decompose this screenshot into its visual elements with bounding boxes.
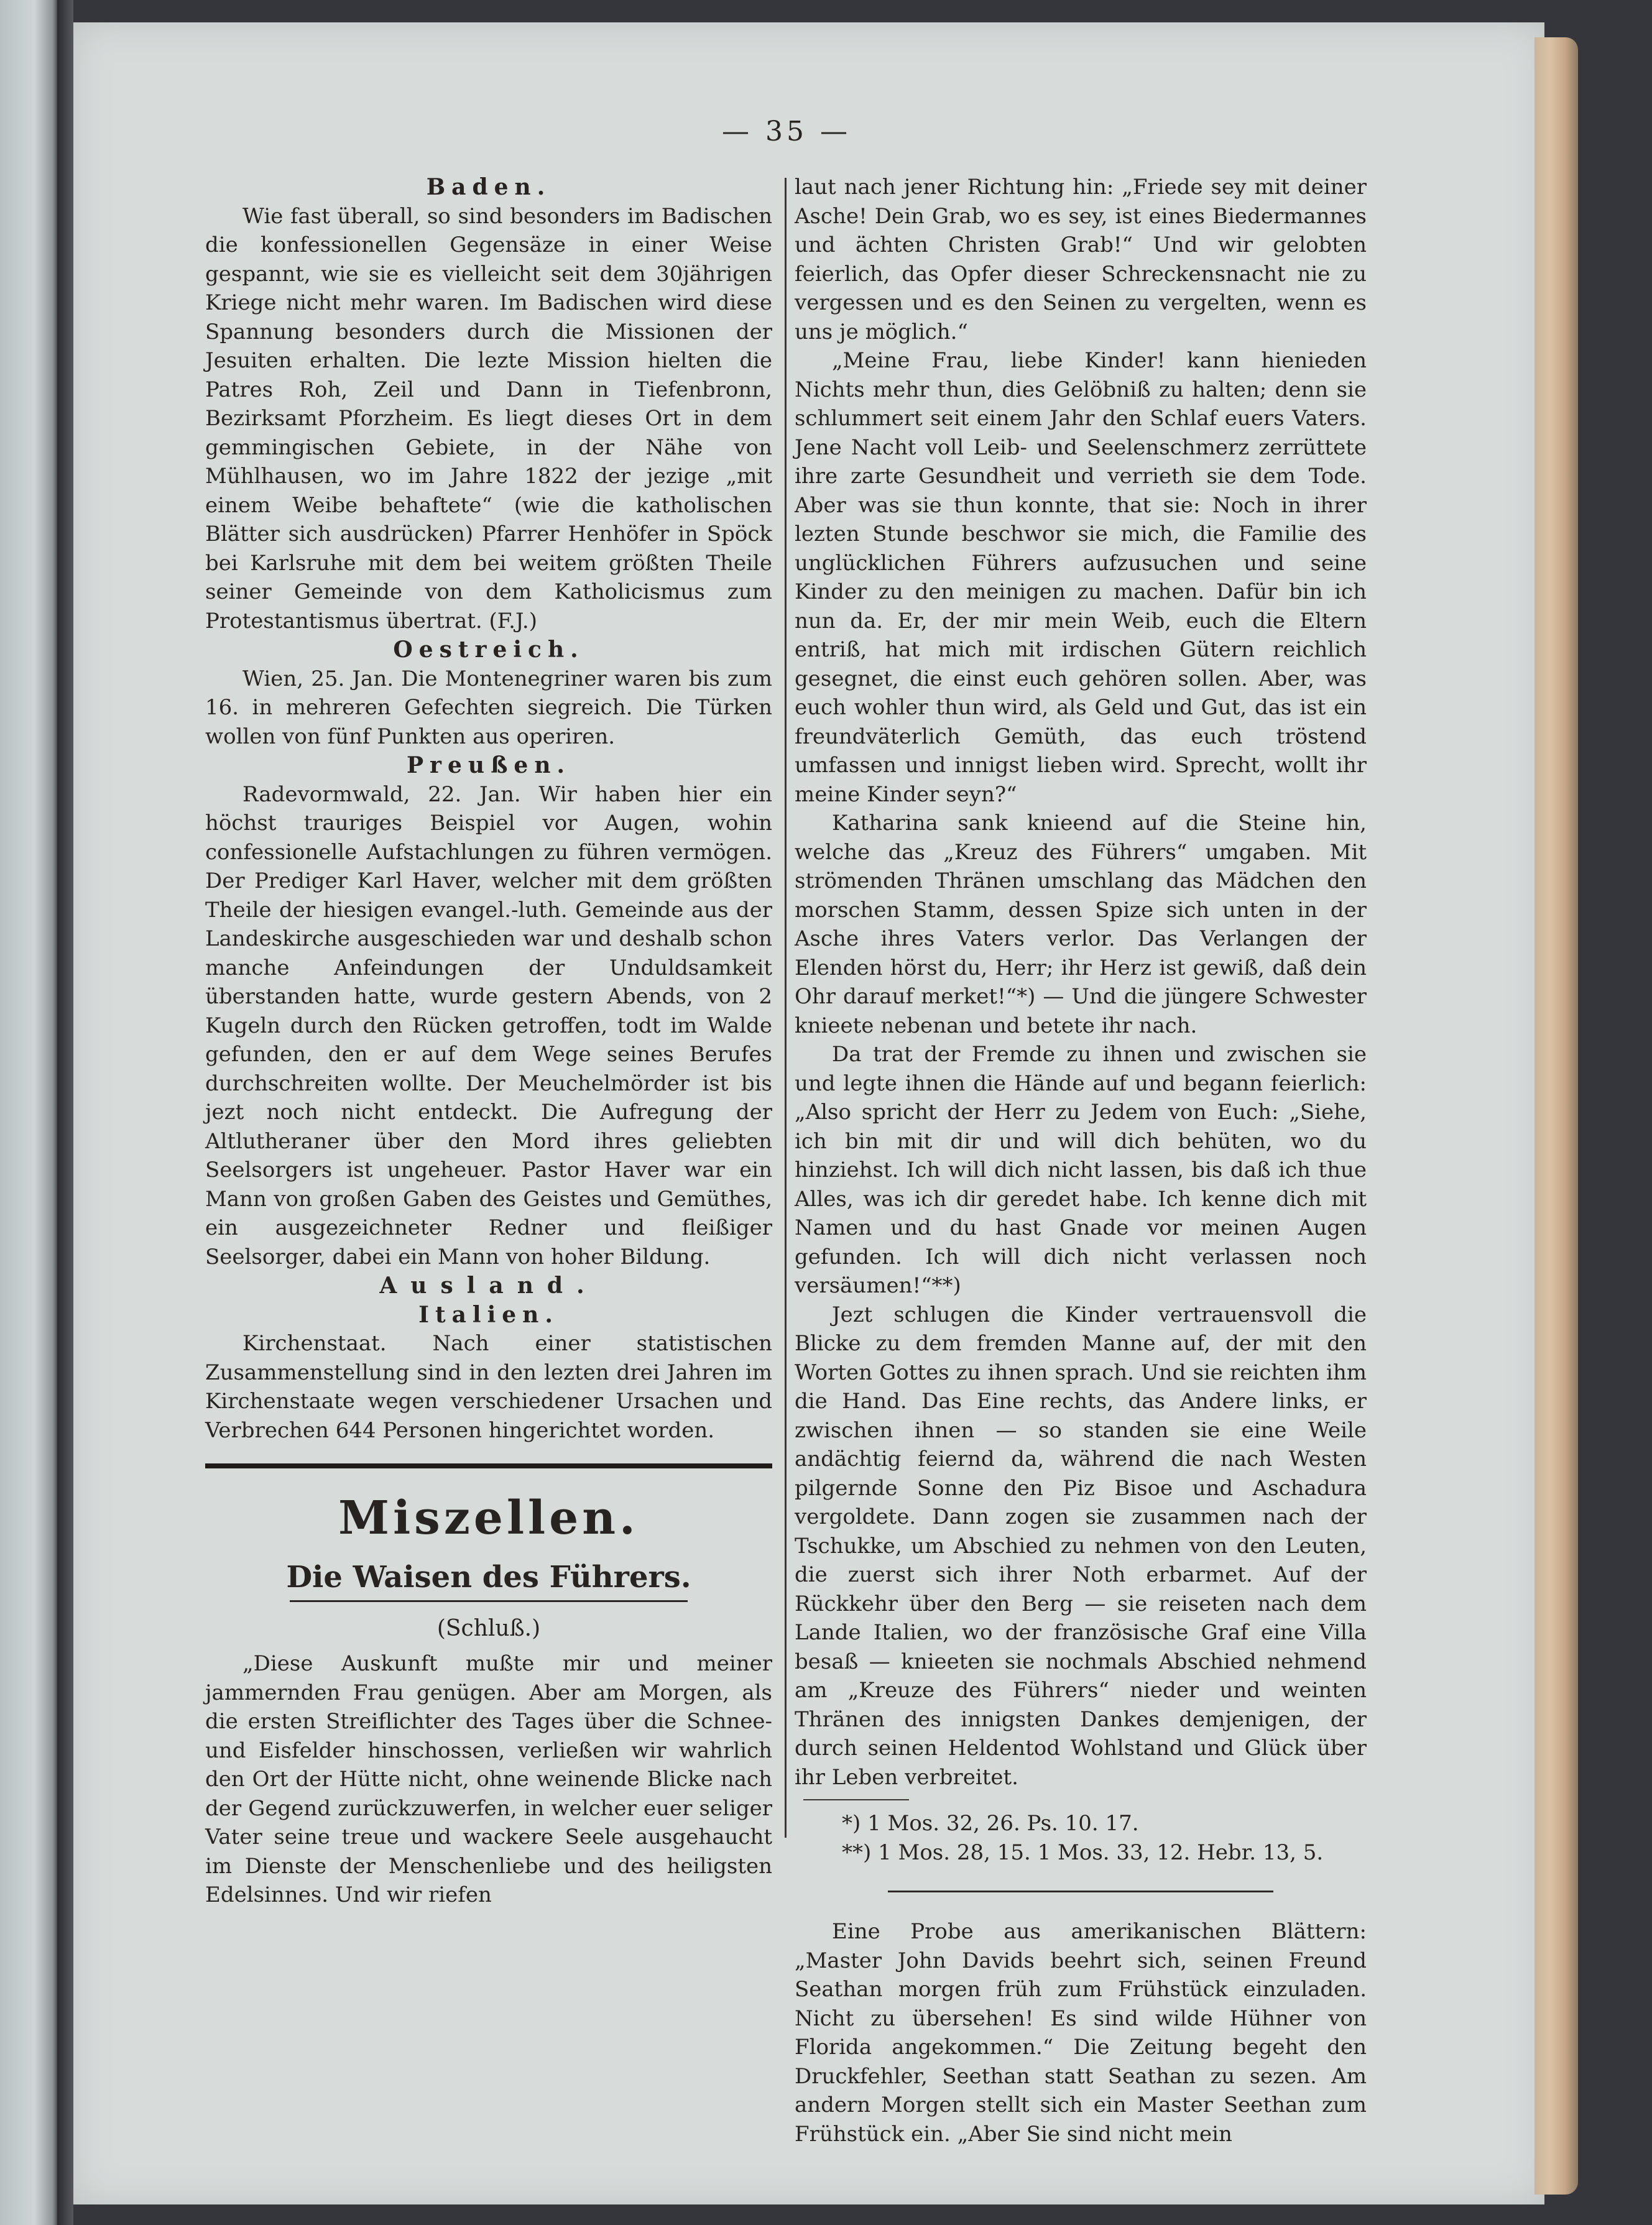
- article-baden: Wie fast überall, so sind besonders im Badischen die konfessionellen Gegensäze in einer Weise gespannt, wie sie es vielleicht seit dem 30jährigen Kriege nicht mehr waren. Im Badischen wird diese Spannung besonders durch die Missionen der Jesuiten erhalten. Die lezte Mission hielten die Patres Roh, Zeil und Dann in Tiefenbronn, Bezirksamt Pforzheim. Es liegt dieses Ort in dem gemmingischen Gebiete, in der Nähe von Mühlhausen, wo im Jahre 1822 der jezige „mit einem Weibe behaftete“ (wie die katholischen Blätter sich ausdrücken) Pfarrer Henhöfer in Spöck bei Karlsruhe mit dem bei weitem größten Theile seiner Gemeinde von dem Katholicismus zum Protestantismus übertrat. (F.J.): [205, 203, 772, 633]
- story-title-underline: [290, 1600, 688, 1602]
- section-rule: [205, 1463, 772, 1468]
- story-subtitle: (Schluß.): [436, 1616, 541, 1641]
- anecdote-paragraph: Eine Probe aus amerikanischen Blättern: „Master John Davids beehrt sich, seinen Freund Seathan morgen früh zum Frühstück einzuladen. Nicht zu übersehen! Es sind wilde Hühner von Florida angekommen.“ Die Zeitung begeht den Druckfehler, Seethan statt Seathan zu sezen. Am andern Morgen stellt sich ein Master Seethan zum Frühstück ein. „Aber Sie sind nicht mein: [795, 1919, 1367, 2147]
- story-paragraph: „Diese Auskunft mußte mir und meiner jammernden Frau genügen. Aber am Morgen, als die ersten Streiflichter des Tages über die Schnee- und Eisfelder hinschossen, verließen wir wahrlich den Ort der Hütte nicht, ohne weinende Blicke nach der Gegend zurückzuwerfen, in welcher euer seliger Vater seine treue und wackere Seele ausgehaucht im Dienste der Menschenliebe und des heiligsten Edelsinnes. Und wir riefen: [205, 1651, 772, 1907]
- section-heading-preussen: Preußen.: [406, 752, 571, 778]
- footnote: **) 1 Mos. 28, 15. 1 Mos. 33, 12. Hebr. 13, 5.: [842, 1840, 1324, 1865]
- story-paragraph: laut nach jener Richtung hin: „Friede sey mit deiner Asche! Dein Grab, wo es sey, ist eines Biedermannes und ächten Christen Grab!“ Und wir gelobten feierlich, das Opfer dieser Schreckensnacht nie zu vergessen und es den Seinen zu vergelten, wenn es uns je möglich.“: [795, 175, 1367, 344]
- page-edge-stack: [1534, 37, 1578, 2195]
- article-radevormwald: Radevormwald, 22. Jan. Wir haben hier ein höchst trauriges Beispiel vor Augen, wohin confessionelle Aufstachlungen zu führen vermögen. Der Prediger Karl Haver, welcher mit dem größten Theile der hiesigen evangel.-luth. Gemeinde aus der Landeskirche ausgeschieden war und deshalb schon manche Anfeindungen der Unduldsamkeit überstanden hatte, wurde gestern Abends, von 2 Kugeln durch den Rücken getroffen, todt im Walde gefunden, den er auf dem Wege seines Berufes durchschreiten wollte. Der Meuchelmörder ist bis jezt noch nicht entdeckt. Die Aufregung der Altlutheraner über den Mord ihres geliebten Seelsorgers ist ungeheuer. Pastor Haver war ein Mann von großen Gaben des Geistes und Gemüthes, ein ausgezeichneter Redner und fleißiger Seelsorger, dabei ein Mann von hoher Bildung.: [205, 781, 772, 1269]
- article-wien: Wien, 25. Jan. Die Montenegriner waren bis zum 16. in mehreren Gefechten siegreich. Die Türken wollen von fünf Punkten aus operiren.: [205, 666, 772, 749]
- section-heading-ausland: Ausland.: [379, 1273, 598, 1299]
- section-rule: [888, 1891, 1273, 1892]
- story-paragraph: Jezt schlugen die Kinder vertrauensvoll die Blicke zu dem fremden Manne auf, der mit den Worten Gottes zu ihnen sprach. Und sie reichten ihm die Hand. Das Eine rechts, das Andere links, er zwischen ihnen — so standen sie eine Weile andächtig feiernd da, während die nach Westen pilgernde Sonne den Piz Bisoe und Aschadura vergoldete. Dann zogen sie zusammen nach der Tschukke, um Abschied zu nehmen von den Leuten, die zuerst sich ihrer Noth erbarmet. Auf der Rückkehr über den Berg — sie reiseten nach dem Lande Italien, wo der französische Graf eine Villa besaß — knieeten sie nochmals Abschied nehmend am „Kreuze des Führers“ nieder und weinten Thränen des innigsten Dankes demjenigen, der durch seinen Heldentod Wohlstand und Glück über ihr Leben verbreitet.: [795, 1302, 1367, 1790]
- book-gutter: [57, 0, 73, 2225]
- previous-page-edge: [0, 0, 57, 2225]
- footnote: *) 1 Mos. 32, 26. Ps. 10. 17.: [842, 1811, 1139, 1836]
- section-heading-oestreich: Oestreich.: [393, 637, 584, 663]
- section-heading-italien: Italien.: [418, 1301, 559, 1328]
- right-column: [795, 173, 1367, 2149]
- miszellen-title: Miszellen.: [338, 1491, 639, 1545]
- page-number: — 35 —: [722, 116, 851, 147]
- story-paragraph: Da trat der Fremde zu ihnen und zwischen sie und legte ihnen die Hände auf und begann feierlich: „Also spricht der Herr zu Jedem von Euch: „Siehe, ich bin mit dir und will dich behüten, wo du hinziehst. Ich will dich nicht lassen, bis daß ich thue Alles, was ich dir geredet habe. Ich kenne dich mit Namen und du hast Gnade vor meinen Augen gefunden. Ich will dich nicht verlassen noch versäumen!“**): [795, 1042, 1367, 1298]
- footnote-rule: [803, 1799, 909, 1800]
- story-title: Die Waisen des Führers.: [286, 1560, 691, 1595]
- article-kirchenstaat: Kirchenstaat. Nach einer statistischen Zusammenstellung sind in den lezten drei Jahren im Kirchenstaate wegen verschiedener Ursachen und Verbrechen 644 Personen hingerichtet worden.: [205, 1331, 772, 1443]
- story-paragraph: „Meine Frau, liebe Kinder! kann hienieden Nichts mehr thun, dies Gelöbniß zu halten; denn sie schlummert seit einem Jahr den Schlaf euers Vaters. Jene Nacht voll Leib- und Seelenschmerz zerrüttete ihre zarte Gesundheit und verrieth sie dem Tode. Aber was sie thun konnte, that sie: Noch in ihrer lezten Stunde beschwor sie mich, die Familie des unglücklichen Führers aufzusuchen und seine Kinder zu den meinigen zu machen. Dafür bin ich nun da. Er, der mir mein Weib, euch die Eltern entriß, hat mich mit irdischen Gütern reichlich gesegnet, die einst euch gehören sollen. Aber, was euch wohler thun wird, als Geld und Gut, das ist ein freundväterlich Gemüth, das euch tröstend umfassen und innigst lieben wird. Sprecht, wollt ihr meine Kinder seyn?“: [795, 348, 1367, 807]
- section-heading-baden: Baden.: [426, 174, 551, 200]
- left-column: [205, 173, 772, 1910]
- column-divider: [785, 178, 787, 1838]
- story-paragraph: Katharina sank knieend auf die Steine hin, welche das „Kreuz des Führers“ umgaben. Mit strömenden Thränen umschlang das Mädchen den morschen Stamm, dessen Spize sich unten in der Asche ihres Vaters verlor. Das Verlangen der Elenden hörst du, Herr; ihr Herz ist gewiß, daß dein Ohr darauf merket!“*) — Und die jüngere Schwester knieete nebenan und betete ihr nach.: [795, 811, 1367, 1038]
- footnotes: [795, 1809, 1367, 1867]
